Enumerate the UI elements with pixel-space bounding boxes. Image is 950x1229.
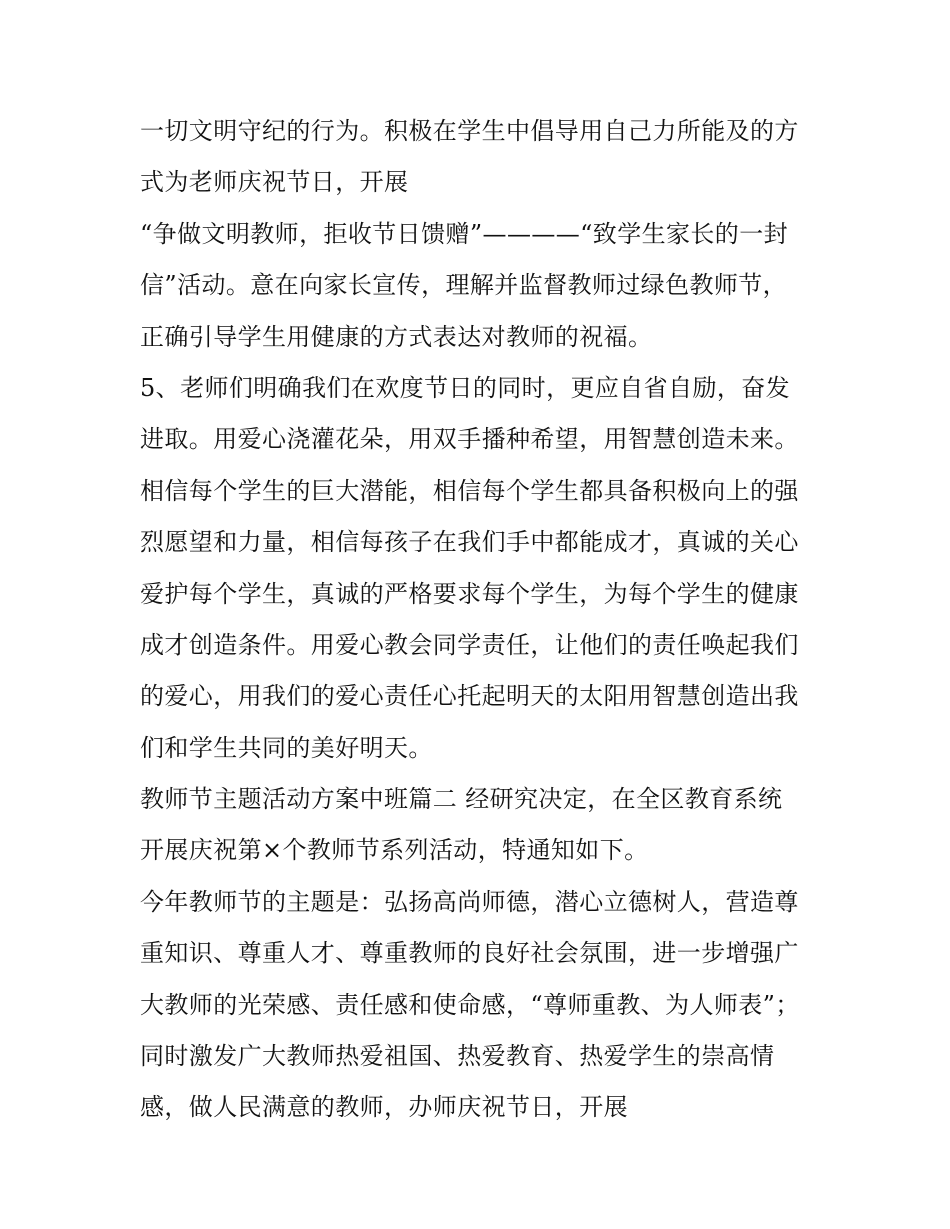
text-line: 相信每个学生的巨大潜能，相信每个学生都具备积极向上的强: [140, 476, 799, 505]
text-line: 重知识、尊重人才、尊重教师的良好社会氛围，进一步增强广: [140, 939, 799, 968]
text-line: “争做文明教师，拒收节日馈赠”————“致学生家长的一封: [140, 219, 789, 248]
text-line: 一切文明守纪的行为。积极在学生中倡导用自己力所能及的方: [140, 117, 799, 145]
text-line: 教师节主题活动方案中班篇二 经研究决定，在全区教育系统: [140, 785, 783, 814]
text-line: 大教师的光荣感、责任感和使命感，“尊师重教、为人师表”；: [140, 990, 800, 1019]
text-line: 信”活动。意在向家长宣传，理解并监督教师过绿色教师节，: [140, 271, 788, 300]
text-line: 爱护每个学生，真诚的严格要求每个学生，为每个学生的健康: [140, 579, 799, 608]
text-line: 们和学生共同的美好明天。: [140, 733, 433, 762]
text-line: 式为老师庆祝节日，开展: [140, 168, 409, 197]
text-line: 今年教师节的主题是：弘扬高尚师德，潜心立德树人，营造尊: [140, 887, 799, 916]
text-line: 感，做人民满意的教师，办师庆祝节日，开展: [140, 1093, 628, 1122]
document-body: [140, 106, 830, 1134]
text-line: 5、老师们明确我们在欢度节日的同时，更应自省自励，奋发: [140, 373, 791, 402]
text-line: 成才创造条件。用爱心教会同学责任，让他们的责任唤起我们: [140, 630, 799, 659]
text-line: 烈愿望和力量，相信每孩子在我们手中都能成才，真诚的关心: [140, 528, 799, 557]
text-line: 开展庆祝第×个教师节系列活动，特通知如下。: [140, 836, 649, 865]
text-line: 正确引导学生用健康的方式表达对教师的祝福。: [140, 322, 653, 351]
text-line: 进取。用爱心浇灌花朵，用双手播种希望，用智慧创造未来。: [140, 425, 799, 454]
text-line: 同时激发广大教师热爱祖国、热爱教育、热爱学生的崇高情: [140, 1042, 775, 1071]
text-line: 的爱心，用我们的爱心责任心托起明天的太阳用智慧创造出我: [140, 682, 799, 711]
